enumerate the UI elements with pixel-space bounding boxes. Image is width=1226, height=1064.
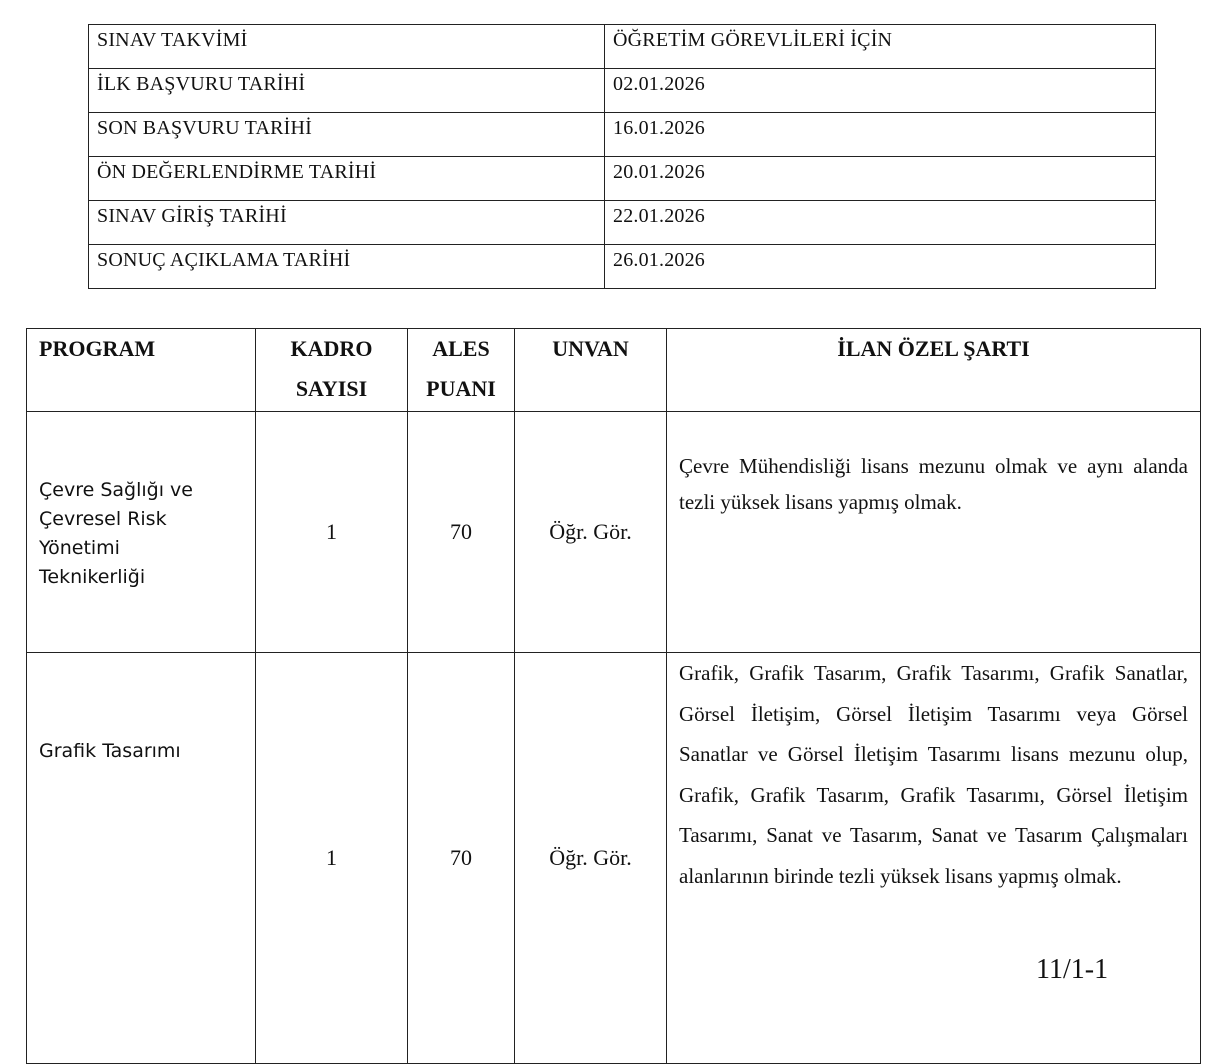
header-kadro <box>256 329 408 412</box>
page-number: 11/1-1 <box>1036 954 1109 985</box>
exam-calendar-table <box>88 24 1156 289</box>
calendar-row-date: 20.01.2026 <box>605 157 1156 201</box>
calendar-row-date: 16.01.2026 <box>605 113 1156 157</box>
programs-header-row <box>27 329 1201 412</box>
calendar-row-label: SONUÇ AÇIKLAMA TARİHİ <box>89 245 605 289</box>
calendar-row <box>89 157 1156 201</box>
header-program-label: PROGRAM <box>39 336 156 361</box>
calendar-row <box>89 245 1156 289</box>
special-requirement: Grafik, Grafik Tasarım, Grafik Tasarımı, Grafik Sanatlar, Görsel İletişim, Görsel İletişim Tasarımı veya Görsel Sanatlar ve Görsel İletişim Tasarımı lisans mezunu olup, Grafik, Grafik Tasarım, Grafik Tasarımı, Görsel İletişim Tasarımı, Sanat ve Tasarım, Sanat ve Tasarım Çalışmaları alanlarının birinde tezli yüksek lisans yapmış olmak. <box>667 653 1201 1064</box>
kadro-count: 1 <box>256 412 408 653</box>
program-row <box>27 412 1201 653</box>
header-sart-label: İLAN ÖZEL ŞARTI <box>837 336 1030 361</box>
program-name-line: Çevre Sağlığı ve <box>39 479 193 501</box>
calendar-row <box>89 113 1156 157</box>
header-unvan-label: UNVAN <box>552 336 629 361</box>
header-unvan <box>515 329 667 412</box>
special-requirement: Çevre Mühendisliği lisans mezunu olmak ve aynı alanda tezli yüksek lisans yapmış olmak. <box>667 412 1201 653</box>
calendar-row-label: İLK BAŞVURU TARİHİ <box>89 69 605 113</box>
program-name <box>27 412 256 653</box>
header-ales-line1: ALES <box>432 336 490 361</box>
header-kadro-line1: KADRO <box>290 336 373 361</box>
program-name-line: Teknikerliği <box>39 566 146 588</box>
ales-score: 70 <box>408 412 515 653</box>
program-name-line: Grafik Tasarımı <box>39 740 181 762</box>
calendar-row-label: SON BAŞVURU TARİHİ <box>89 113 605 157</box>
program-positions-table <box>26 328 1201 1064</box>
ales-score: 70 <box>408 653 515 1064</box>
header-ales-line2: PUANI <box>426 376 496 401</box>
calendar-row-label: ÖN DEĞERLENDİRME TARİHİ <box>89 157 605 201</box>
calendar-header-value: ÖĞRETİM GÖREVLİLERİ İÇİN <box>605 25 1156 69</box>
header-kadro-line2: SAYISI <box>295 376 368 401</box>
calendar-header-label: SINAV TAKVİMİ <box>89 25 605 69</box>
calendar-header-row <box>89 25 1156 69</box>
program-name <box>27 653 256 1064</box>
header-ales <box>408 329 515 412</box>
header-program <box>27 329 256 412</box>
calendar-row <box>89 69 1156 113</box>
unvan-title: Öğr. Gör. <box>515 412 667 653</box>
unvan-title: Öğr. Gör. <box>515 653 667 1064</box>
calendar-row-date: 02.01.2026 <box>605 69 1156 113</box>
program-row <box>27 653 1201 1064</box>
program-name-line: Çevresel Risk <box>39 508 167 530</box>
kadro-count: 1 <box>256 653 408 1064</box>
header-sart <box>667 329 1201 412</box>
calendar-row-label: SINAV GİRİŞ TARİHİ <box>89 201 605 245</box>
calendar-row-date: 22.01.2026 <box>605 201 1156 245</box>
program-name-line: Yönetimi <box>39 537 120 559</box>
calendar-row <box>89 201 1156 245</box>
calendar-row-date: 26.01.2026 <box>605 245 1156 289</box>
